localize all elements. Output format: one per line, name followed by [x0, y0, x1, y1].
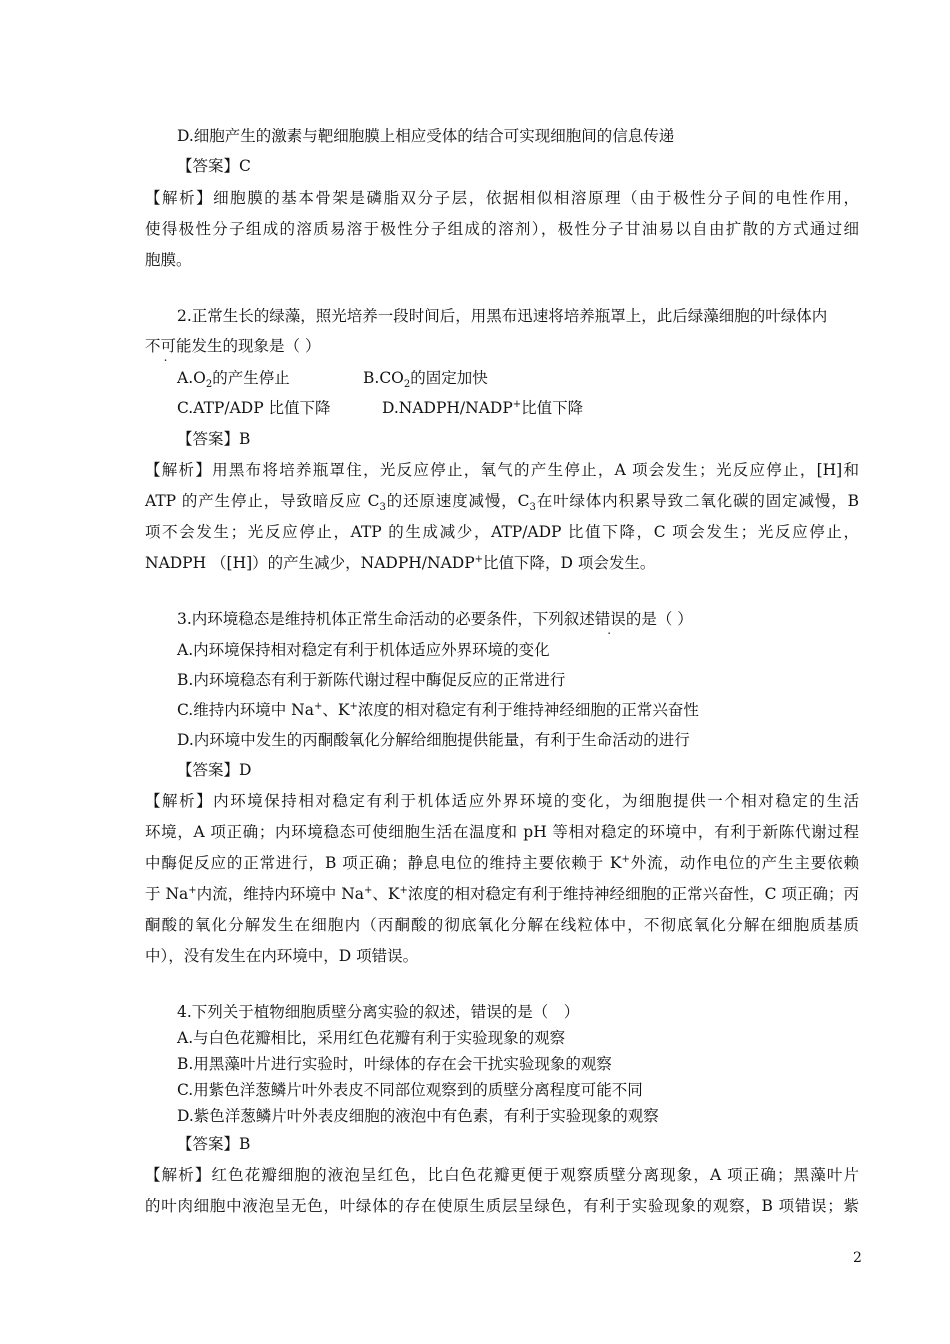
- q3-explanation-line: 中），没有发生在内环境中，D 项错误。: [145, 947, 419, 965]
- q2-stem: 2.正常生长的绿藻，照光培养一段时间后，用黑布迅速将培养瓶罩上，此后绿藻细胞的叶绿体内: [177, 307, 828, 325]
- q1-explanation-line: 使得极性分子组成的溶质易溶于极性分子组成的溶剂），极性分子甘油易以自由扩散的方式通过细: [145, 220, 859, 238]
- q2-stem-cont: 不可能发生的现象是（ ）: [145, 337, 321, 355]
- q3-stem: 3.内环境稳态是维持机体正常生命活动的必要条件，下列叙述错误的是（ ）: [177, 610, 693, 628]
- q1-explanation-line: 胞膜。: [145, 251, 192, 269]
- q2-option-b: $B.CO_2$的固定加快: [363, 369, 488, 391]
- q4-answer: 【答案】B: [177, 1135, 251, 1153]
- q4-option-d: D.紫色洋葱鳞片叶外表皮细胞的液泡中有色素，有利于实验现象的观察: [177, 1107, 659, 1125]
- q2-options-cd: [177, 398, 584, 418]
- q2-option-d: D.NADPH/NADP+比值下降: [382, 398, 584, 417]
- q1-answer: 【答案】C: [177, 157, 251, 175]
- q4-explanation-line: 【解析】红色花瓣细胞的液泡呈红色，比白色花瓣更便于观察质壁分离现象，A 项正确；黑藻叶片: [145, 1166, 859, 1184]
- q3-option-a: A.内环境保持相对稳定有利于机体适应外界环境的变化: [177, 641, 550, 659]
- q2-explanation-line: 项不会发生；光反应停止，ATP 的生成减少，ATP/ADP 比值下降，C 项会发生；光反应停止，: [145, 523, 859, 541]
- q3-option-c: C.维持内环境中 Na+、K+浓度的相对稳定有利于维持神经细胞的正常兴奋性: [177, 700, 699, 719]
- q2-explanation-line: NADPH （[H]）的产生减少，NADPH/NADP+比值下降，D 项会发生。: [145, 553, 656, 572]
- q3-explanation-line: 于 Na+内流，维持内环境中 Na+、K+浓度的相对稳定有利于维持神经细胞的正常兴奋性，C 项正确；丙: [145, 884, 860, 903]
- q2-option-a: $A.O_2$的产生停止: [177, 369, 290, 391]
- q2-answer: 【答案】B: [177, 430, 251, 448]
- q3-option-b: B.内环境稳态有利于新陈代谢过程中酶促反应的正常进行: [177, 671, 566, 689]
- emphasis-text: 不可能: [145, 337, 192, 355]
- q3-explanation-line: 环境，A 项正确；内环境稳态可使细胞生活在温度和 pH 等相对稳定的环境中，有利于新陈代谢过程: [145, 823, 859, 841]
- q4-option-a: A.与白色花瓣相比，采用红色花瓣有利于实验现象的观察: [177, 1029, 566, 1047]
- q2-option-c: C.ATP/ADP 比值下降: [177, 399, 331, 417]
- q2-options-ab: [177, 368, 488, 391]
- q3-explanation-line: 【解析】内环境保持相对稳定有利于机体适应外界环境的变化，为细胞提供一个相对稳定的生活: [145, 792, 859, 810]
- q2-explanation-line: 【解析】用黑布将培养瓶罩住，光反应停止，氧气的产生停止，A 项会发生；光反应停止，[H]和: [145, 461, 859, 479]
- q4-stem: 4.下列关于植物细胞质壁分离实验的叙述，错误的是（ ）: [177, 1003, 580, 1021]
- q4-option-c: C.用紫色洋葱鳞片叶外表皮不同部位观察到的质壁分离程度可能不同: [177, 1081, 643, 1099]
- emphasis-text: 错误: [594, 610, 626, 628]
- q4-explanation-line: 的叶肉细胞中液泡呈无色，叶绿体的存在使原生质层呈绿色，有利于实验现象的观察，B 项错误；紫: [145, 1197, 859, 1215]
- q2-explanation-line: ATP 的产生停止，导致暗反应 $C_3$的还原速度减慢，$C_3$在叶绿体内积累导致二氧化碳的固定减慢，B: [145, 492, 859, 514]
- q3-option-d: D.内环境中发生的丙酮酸氧化分解给细胞提供能量，有利于生命活动的进行: [177, 731, 690, 749]
- q4-option-b: B.用黑藻叶片进行实验时，叶绿体的存在会干扰实验现象的观察: [177, 1055, 612, 1073]
- q3-explanation-line: 中酶促反应的正常进行，B 项正确；静息电位的维持主要依赖于 K+外流，动作电位的产生主要依赖: [145, 853, 859, 872]
- q1-explanation-line: 【解析】细胞膜的基本骨架是磷脂双分子层，依据相似相溶原理（由于极性分子间的电性作用，: [145, 189, 859, 207]
- q1-option-d: D.细胞产生的激素与靶细胞膜上相应受体的结合可实现细胞间的信息传递: [177, 127, 675, 145]
- q3-answer: 【答案】D: [177, 761, 252, 779]
- page-number: 2: [853, 1250, 862, 1266]
- q3-explanation-line: 酮酸的氧化分解发生在细胞内（丙酮酸的彻底氧化分解在线粒体中，不彻底氧化分解在细胞质基质: [145, 916, 859, 934]
